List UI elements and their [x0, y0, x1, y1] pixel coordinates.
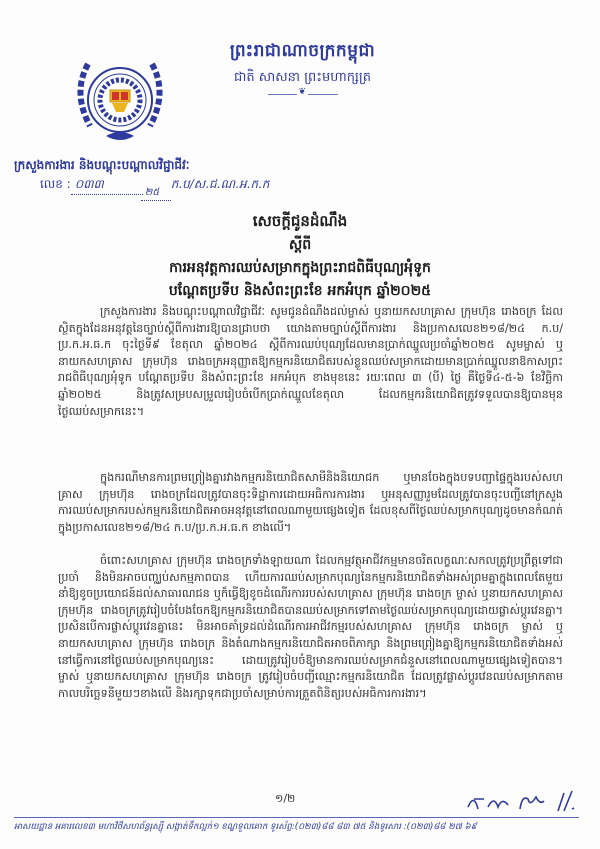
ref-number: ០៣៣ — [71, 176, 143, 195]
notice-subject-line1: ការអនុវត្តការឈប់សម្រាកក្នុងព្រះរាជពិធីបុណ្យអុំទូក — [169, 260, 431, 276]
ministry-emblem-icon — [68, 48, 172, 148]
notice-regarding: ស្តីពី — [288, 237, 312, 253]
notice-subject-line2: បណ្តែតប្រទីប និងសំពះព្រះខែ អកអំបុក ឆ្នាំ២០២៥ — [168, 283, 432, 299]
body-paragraph-2 — [58, 470, 563, 536]
body-paragraph-3 — [58, 553, 563, 702]
ref-suffix: ក.ប/ស.ជ.ណ.អ.ក.ក — [170, 177, 270, 191]
ref-year: ២៥ — [141, 185, 171, 201]
paragraph-text: ក្នុងករណីមានការព្រមព្រៀងគ្នារវាងកម្មករនិយោជិតសាមីនិងនិយោជក ឬមានចែងក្នុងបទបញ្ជាផ្ទៃក្នុងរបស់សហគ្រាស ក្រុមហ៊ុន រោងចក្រដែលត្រូវបានចុះទិដ្ឋាការដោយអធិការការងារ ឬអនុសញ្ញារួមដែលត្រូវបានចុះបញ្ជីនៅក្រសួង ការឈប់សម្រាករបស់កម្មករនិយោជិតអាចអនុវត្តនៅពេលណាមួយផ្សេងទៀត ដែលខុសពីថ្ងៃឈប់សម្រាកបុណ្យដូចមានកំណត់ក្នុងប្រកាសលេខ២១៨/២៤ ក.ប/ប្រ.ក.អ.ធ.ក ខាងលើ។ — [58, 471, 563, 534]
notice-title: សេចក្តីជូនដំណឹង — [252, 212, 348, 230]
signature-initials-icon — [460, 785, 600, 815]
paragraph-text: ក្រសួងការងារ និងបណ្តុះបណ្តាលវិជ្ជាជីវៈ សូមជូនដំណឹងដល់ម្ចាស់ ឬនាយកសហគ្រាស ក្រុមហ៊ុន រោងចក្រ ដែលស្ថិតក្នុងដែនអនុវត្តនៃច្បាប់ស្តីពីការងារឱ្យបានជ្រាបថា យោងតាមច្បាប់ស្តីពីការងារ និងប្រកាសលេខ២១៨/២៤ ក.ប/ប្រ.ក.អ.ធ.ក ចុះថ្ងៃទី៩ ខែតុលា ឆ្នាំ២០២៤ ស្តីពីការឈប់បុណ្យដែលមានប្រាក់ឈ្នួលប្រចាំឆ្នាំ២០២៥ សូមម្ចាស់ ឬនាយកសហគ្រាស ក្រុមហ៊ុន រោងចក្រអនុញ្ញាតឱ្យកម្មករនិយោជិតរបស់ខ្លួនឈប់សម្រាកដោយមានប្រាក់ឈ្នួលនាឱកាសព្រះរាជពិធីបុណ្យអុំទូក បណ្តែតប្រទីប និងសំពះព្រះខែ អកអំបុក ខាងមុខនេះ រយៈពេល ៣ (បី) ថ្ងៃ គឺថ្ងៃទី៤-៥-៦ ខែវិច្ឆិកា ឆ្នាំ២០២៥ និងត្រូវសម្របសម្រួលរៀបចំបើកប្រាក់ឈ្នួលខែតុលា ដែលកម្មករនិយោជិតត្រូវទទួលបានឱ្យបានមុនថ្ងៃឈប់សម្រាកនេះ។ — [58, 305, 563, 418]
kingdom-heading — [200, 40, 405, 95]
ref-label: លេខ : — [40, 177, 71, 191]
body-paragraph-1 — [58, 304, 563, 420]
page-number: ១/២ — [275, 792, 296, 805]
national-motto: ជាតិ សាសនា ព្រះមហាក្សត្រ — [234, 70, 371, 85]
footer-address: អាសយដ្ឋាន អគារលេខ៣ មហាវិថីសហព័ន្ធរុស្ស៊ី សង្កាត់ទឹកល្អក់១ ខណ្ឌទួលគោក ទូរស័ព្ទ:(០២៣)៨៨ ៨៣ ៧៥ និងទូរសារ :(០២៣)៨៨ ២៧ ៦៩ — [14, 822, 477, 832]
paragraph-text: ចំពោះសហគ្រាស ក្រុមហ៊ុន រោងចក្រទាំងឡាយណា ដែលកម្មវត្ថុអាជីវកម្មមានចរិតលក្ខណៈសកលត្រូវប្រព្រឹត្តទៅជាប្រចាំ និងមិនអាចបញ្ឈប់សកម្មភាពបាន ហើយការឈប់សម្រាកបុណ្យនៃកម្មករនិយោជិតទាំងអស់ព្រមគ្នាក្នុងពេលតែមួយនាំឱ្យខូចប្រយោជន៍ដល់សាធារណជន ឬក៏ធ្វើឱ្យខូចដំណើរការរបស់សហគ្រាស ក្រុមហ៊ុន រោងចក្រ ម្ចាស់ ឬនាយកសហគ្រាស ក្រុមហ៊ុន រោងចក្រត្រូវរៀបចំបែងចែកឱ្យកម្មករនិយោជិតបានឈប់សម្រាកទៅតាមថ្ងៃឈប់សម្រាកបុណ្យដោយផ្លាស់ប្តូរវេនគ្នា។ ប្រសិនបើការផ្លាស់ប្តូរវេនគ្នានេះ មិនអាចគាំទ្រដល់ដំណើរការអាជីវកម្មរបស់សហគ្រាស ក្រុមហ៊ុន រោងចក្រ ម្ចាស់ ឬនាយកសហគ្រាស ក្រុមហ៊ុន រោងចក្រ និងតំណាងកម្មករនិយោជិតអាចពិភាក្សា និងព្រមព្រៀងគ្នាឱ្យកម្មករនិយោជិតទាំងអស់នៅធ្វើការនៅថ្ងៃឈប់សម្រាកបុណ្យនេះ ដោយត្រូវរៀបចំឱ្យមានការឈប់សម្រាកជំនួសនៅពេលណាមួយផ្សេងទៀតបាន។ ម្ចាស់ ឬនាយកសហគ្រាស ក្រុមហ៊ុន រោងចក្រ ត្រូវរៀបចំបញ្ជីឈ្មោះកម្មករនិយោជិត ដែលត្រូវផ្លាស់ប្តូរវេនឈប់សម្រាកតាមកាលបរិច្ឆេទនីមួយៗខាងលើ និងរក្សាទុកជាប្រចាំសម្រាប់ការត្រួតពិនិត្យរបស់អធិការការងារ។ — [58, 554, 563, 700]
footer-divider — [14, 817, 579, 818]
kingdom-title: ព្រះរាជាណាចក្រកម្ពុជា — [229, 41, 376, 61]
ministry-name: ក្រសួងការងារ និងបណ្តុះបណ្តាលវិជ្ជាជីវៈ — [14, 158, 190, 172]
ornament-divider — [268, 94, 338, 95]
reference-number — [40, 176, 270, 198]
